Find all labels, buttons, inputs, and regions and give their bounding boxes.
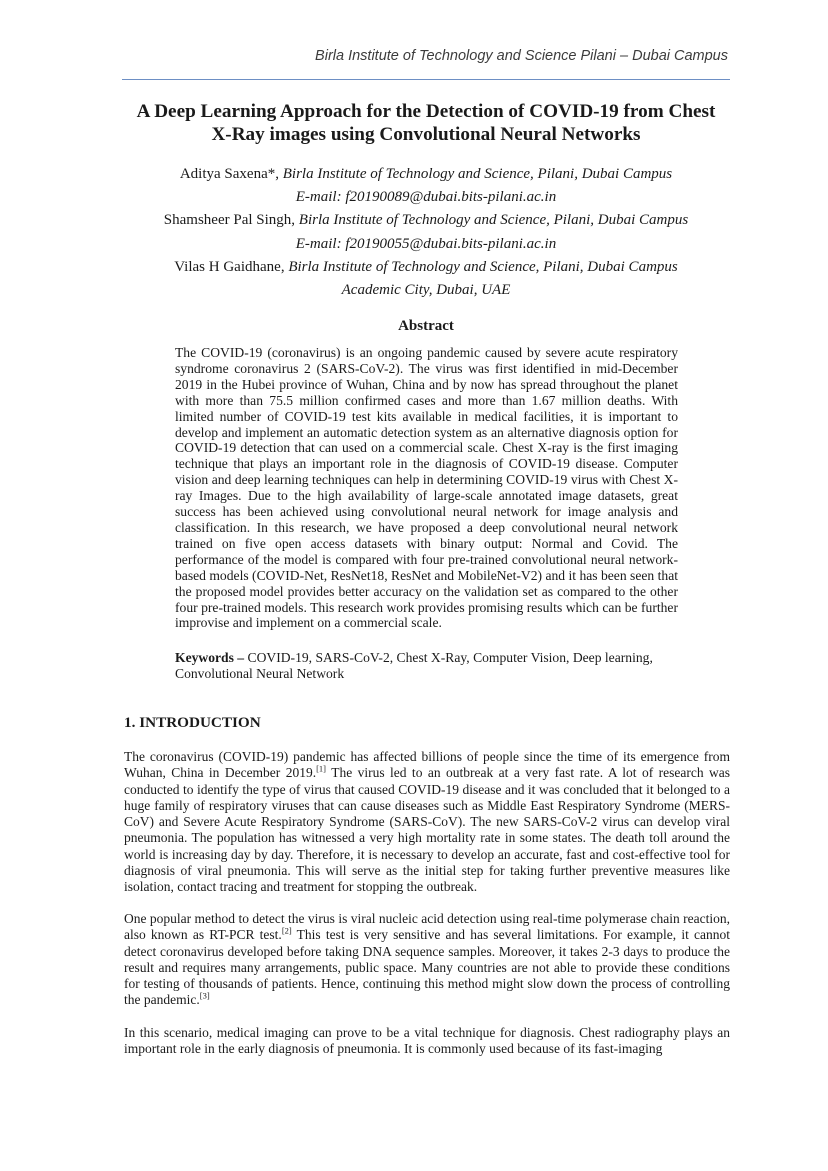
paragraph-text: This test is very sensitive and has several limitations. For example, it cannot detect coronavirus developed before taking DNA sequence samples. Moreover, it takes 2-3 days to produce the result and requires many arrangements, public space. Many countries are not able to provide these conditions for testing of thousands of patients. Hence, continuing this method might slow down the process of controlling the pandemic. (124, 927, 731, 1008)
paragraph-text: One popular method to detect the virus is viral nucleic acid detection using real-time polymerase chain reaction, also known as RT-PCR test. (124, 911, 730, 943)
author-affiliation: Birla Institute of Technology and Science, Pilani, Dubai Campus (288, 258, 678, 275)
keywords-label: Keywords – (175, 650, 245, 665)
author-email: E-mail: f20190089@dubai.bits-pilani.ac.in (295, 189, 557, 206)
author-line-2 (0, 209, 828, 232)
running-head: Birla Institute of Technology and Science Pilani – Dubai Campus (315, 48, 728, 64)
intro-paragraph-2 (124, 911, 730, 1009)
citation-ref[interactable]: [2] (281, 925, 292, 936)
author-email: E-mail: f20190055@dubai.bits-pilani.ac.in (295, 235, 557, 252)
author-line-1 (0, 163, 828, 186)
keywords-list: COVID-19, SARS-CoV-2, Chest X-Ray, Computer Vision, Deep learning, Convolutional Neural Network (175, 650, 653, 681)
author-name: Vilas H Gaidhane, (174, 258, 285, 275)
citation-ref[interactable]: [1] (316, 763, 327, 774)
author-name: Shamsheer Pal Singh, (163, 212, 296, 229)
paragraph-text: The coronavirus (COVID-19) pandemic has affected billions of people since the time of its emergence from Wuhan, China in December 2019. (124, 749, 730, 781)
keywords (175, 650, 678, 682)
abstract-heading: Abstract (398, 318, 454, 334)
section-heading-introduction: 1. INTRODUCTION (124, 714, 261, 731)
author-name: Aditya Saxena*, (179, 166, 279, 182)
title-line-1: A Deep Learning Approach for the Detection of COVID-19 from Chest (136, 101, 716, 122)
author-block (0, 163, 828, 302)
author-line-3 (0, 256, 828, 279)
author-affiliation: Birla Institute of Technology and Science, Pilani, Dubai Campus (298, 212, 689, 229)
paragraph-text: The virus led to an outbreak at a very fast rate. A lot of research was conducted to identify the type of virus that caused COVID-19 disease and it was concluded that it belonged to a huge family of respiratory viruses that can cause diseases such as Middle East Respiratory Syndrome (MERS-CoV) and Severe Acute Respiratory Syndrome (SARS-CoV). The new SARS-CoV-2 virus can develop viral pneumonia. The population has witnessed a very high mortality rate in some states. The death toll around the world is increasing day by day. Therefore, it is necessary to develop an accurate, fast and cost-effective tool for diagnosis of viral pneumonia. This will serve as the initial step for taking further preventive measures like isolation, contact tracing and treatment for stopping the outbreak. (124, 765, 730, 895)
abstract-text: The COVID-19 (coronavirus) is an ongoing pandemic caused by severe acute respiratory syndrome coronavirus 2 (SARS-CoV-2). The virus was first identified in mid-December 2019 in the Hubei province of Wuhan, China and by now has spread throughout the planet with more than 75.5 million confirmed cases and more than 1.67 million deaths. With limited number of COVID-19 test kits available in medical facilities, it is important to develop and implement an automatic detection system as an alternative diagnosis option for COVID-19 detection that can used on a commercial scale. Chest X-ray is the first imaging technique that plays an important role in the diagnosis of COVID-19 disease. Computer vision and deep learning techniques can help in determining COVID-19 virus with Chest X-ray Images. Due to the high availability of large-scale annotated image datasets, great success has been achieved using convolutional neural network for image analysis and classification. In this research, we have proposed a deep convolutional neural network trained on five open access datasets with binary output: Normal and Covid. The performance of the model is compared with four pre-trained convolutional neural network-based models (COVID-Net, ResNet18, ResNet and MobileNet-V2) and it has been seen that the proposed model provides better accuracy on the validation set as compared to the other four pre-trained models. This research work provides promising results which can be further improvise and implement on a commercial scale. (175, 345, 678, 631)
intro-paragraph-1 (124, 749, 730, 896)
title-line-2: X-Ray images using Convolutional Neural Networks (211, 124, 641, 145)
header-divider (122, 79, 730, 80)
author-affiliation: Birla Institute of Technology and Science, Pilani, Dubai Campus (282, 166, 673, 182)
author-address: Academic City, Dubai, UAE (341, 282, 511, 299)
citation-ref[interactable]: [3] (199, 990, 210, 1001)
intro-paragraph-3: In this scenario, medical imaging can prove to be a vital technique for diagnosis. Chest radiography plays an important role in the early diagnosis of pneumonia. It is commonly used because of its fast-imaging (124, 1025, 730, 1057)
paper-title (110, 100, 742, 146)
